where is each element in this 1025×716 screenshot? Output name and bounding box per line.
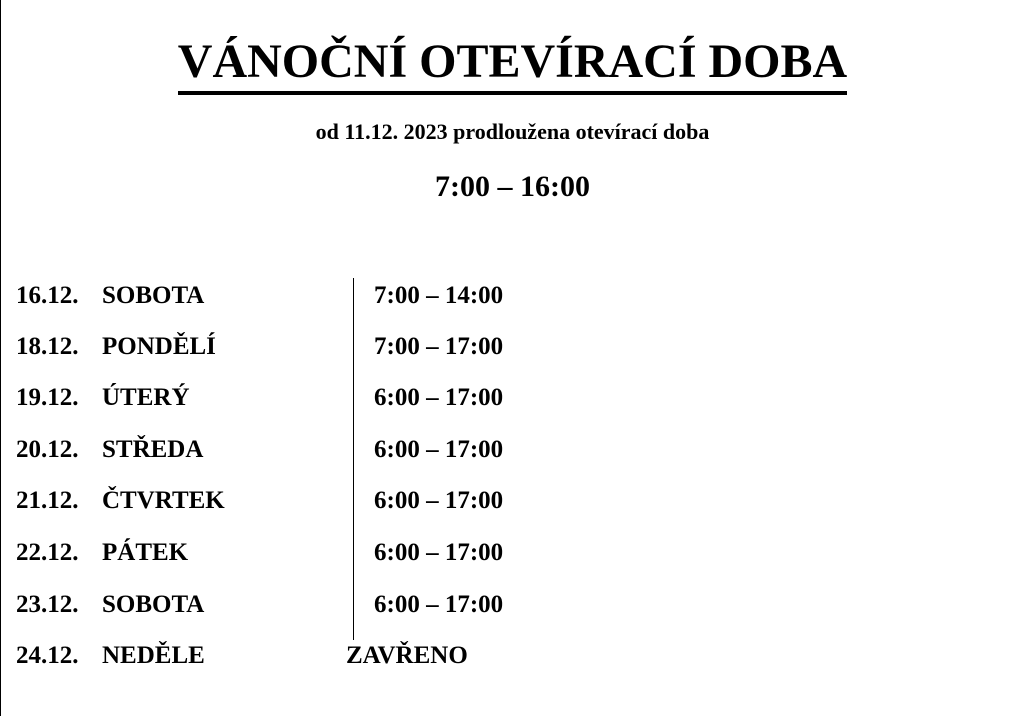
row-day: ČTVRTEK bbox=[102, 487, 225, 514]
row-day: SOBOTA bbox=[102, 282, 205, 309]
row-time: 7:00 – 17:00 bbox=[374, 333, 504, 360]
extended-hours: 7:00 – 16:00 bbox=[435, 170, 590, 203]
row-day: ÚTERÝ bbox=[102, 384, 190, 411]
row-date: 20.12. bbox=[16, 436, 79, 463]
row-date: 21.12. bbox=[16, 487, 79, 514]
row-day: NEDĚLE bbox=[102, 642, 205, 669]
row-day: STŘEDA bbox=[102, 436, 204, 463]
column-divider bbox=[353, 278, 354, 640]
row-time: 6:00 – 17:00 bbox=[374, 487, 504, 514]
row-time: 6:00 – 17:00 bbox=[374, 384, 504, 411]
subtitle: od 11.12. 2023 prodloužena otevírací doba bbox=[315, 119, 710, 144]
row-date: 24.12. bbox=[16, 642, 79, 669]
row-time: 6:00 – 17:00 bbox=[374, 539, 504, 566]
page-title-text: VÁNOČNÍ OTEVÍRACÍ DOBA bbox=[178, 35, 847, 95]
schedule-table bbox=[16, 276, 616, 686]
page-left-border bbox=[0, 0, 1, 716]
row-time-closed: ZAVŘENO bbox=[346, 642, 468, 669]
row-date: 19.12. bbox=[16, 384, 79, 411]
row-day: PÁTEK bbox=[102, 539, 189, 566]
page-title bbox=[0, 32, 1025, 95]
row-time: 6:00 – 17:00 bbox=[374, 436, 504, 463]
row-date: 18.12. bbox=[16, 333, 79, 360]
row-time: 7:00 – 14:00 bbox=[374, 282, 504, 309]
row-day: SOBOTA bbox=[102, 591, 205, 618]
row-time: 6:00 – 17:00 bbox=[374, 591, 504, 618]
row-date: 23.12. bbox=[16, 591, 79, 618]
row-date: 16.12. bbox=[16, 282, 79, 309]
row-day: PONDĚLÍ bbox=[102, 333, 216, 360]
row-date: 22.12. bbox=[16, 539, 79, 566]
